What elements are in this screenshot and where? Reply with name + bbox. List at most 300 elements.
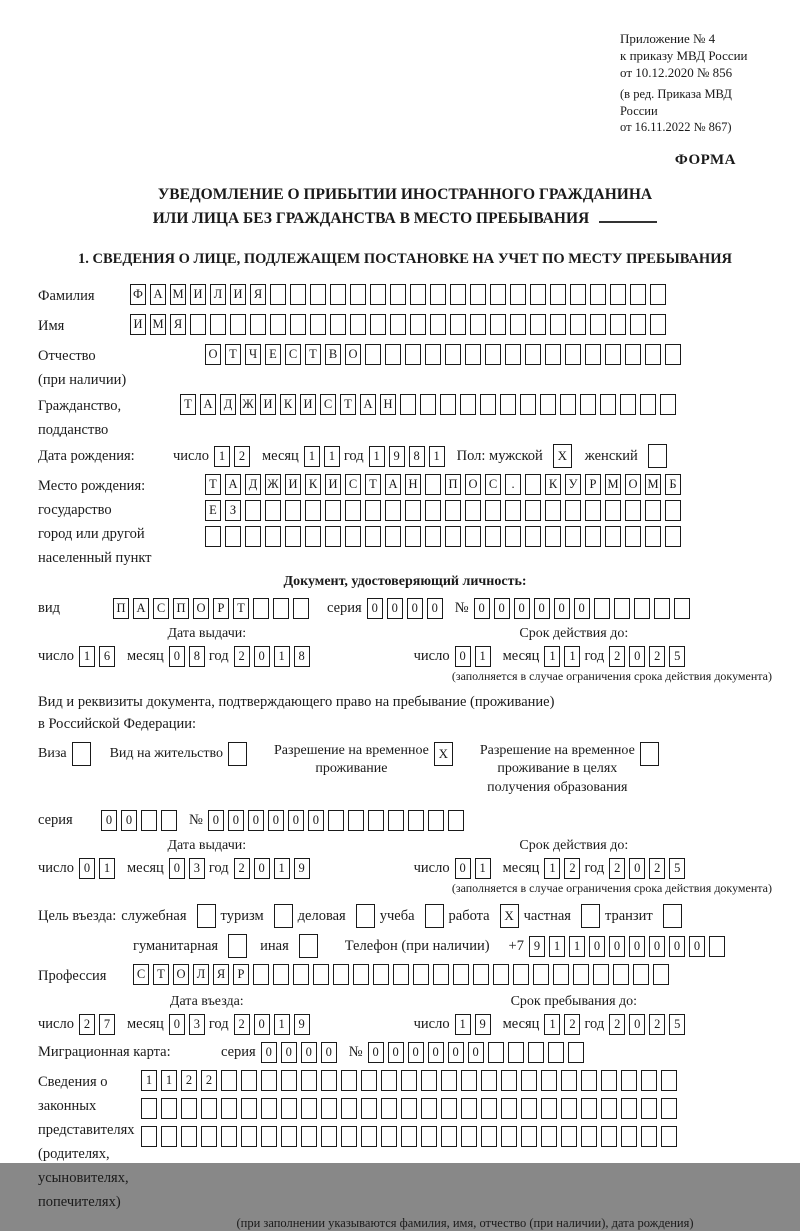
char-cell[interactable]: [161, 810, 177, 831]
char-cell[interactable]: [525, 474, 541, 495]
char-cell[interactable]: 0: [609, 936, 625, 957]
char-cell[interactable]: [525, 500, 541, 521]
char-cell[interactable]: [548, 1042, 564, 1063]
char-cell[interactable]: 0: [121, 810, 137, 831]
char-cell[interactable]: [461, 1098, 477, 1119]
char-cell[interactable]: [361, 1070, 377, 1091]
char-cell[interactable]: [350, 314, 366, 335]
char-cell[interactable]: К: [545, 474, 561, 495]
identity-issue-year[interactable]: [234, 646, 314, 667]
char-cell[interactable]: [565, 500, 581, 521]
char-cell[interactable]: [290, 314, 306, 335]
char-cell[interactable]: [270, 284, 286, 305]
char-cell[interactable]: [585, 526, 601, 547]
char-cell[interactable]: 1: [544, 858, 560, 879]
arrival-year[interactable]: [234, 1014, 314, 1035]
char-cell[interactable]: 0: [554, 598, 570, 619]
char-cell[interactable]: [640, 394, 656, 415]
char-cell[interactable]: А: [200, 394, 216, 415]
char-cell[interactable]: [365, 500, 381, 521]
char-cell[interactable]: [654, 598, 670, 619]
char-cell[interactable]: [421, 1126, 437, 1147]
char-cell[interactable]: [553, 964, 569, 985]
purpose-other-checkbox[interactable]: [299, 934, 318, 958]
char-cell[interactable]: [521, 1070, 537, 1091]
char-cell[interactable]: О: [625, 474, 641, 495]
char-cell[interactable]: [665, 526, 681, 547]
char-cell[interactable]: 0: [281, 1042, 297, 1063]
char-cell[interactable]: [625, 344, 641, 365]
char-cell[interactable]: 0: [514, 598, 530, 619]
char-cell[interactable]: [341, 1126, 357, 1147]
birth-month-cells[interactable]: [304, 446, 344, 467]
char-cell[interactable]: [225, 526, 241, 547]
char-cell[interactable]: [541, 1126, 557, 1147]
char-cell[interactable]: [461, 1070, 477, 1091]
char-cell[interactable]: [601, 1126, 617, 1147]
char-cell[interactable]: 0: [629, 1014, 645, 1035]
char-cell[interactable]: [405, 344, 421, 365]
char-cell[interactable]: 9: [529, 936, 545, 957]
char-cell[interactable]: И: [190, 284, 206, 305]
char-cell[interactable]: [485, 344, 501, 365]
char-cell[interactable]: 7: [99, 1014, 115, 1035]
char-cell[interactable]: [325, 526, 341, 547]
char-cell[interactable]: [530, 284, 546, 305]
doc-type-cells[interactable]: [113, 598, 313, 619]
char-cell[interactable]: [605, 526, 621, 547]
char-cell[interactable]: [460, 394, 476, 415]
char-cell[interactable]: [325, 500, 341, 521]
char-cell[interactable]: Ф: [130, 284, 146, 305]
residence-issue-year[interactable]: [234, 858, 314, 879]
char-cell[interactable]: 0: [101, 810, 117, 831]
char-cell[interactable]: [653, 964, 669, 985]
char-cell[interactable]: [674, 598, 690, 619]
identity-expiry-year[interactable]: [609, 646, 689, 667]
char-cell[interactable]: [421, 1098, 437, 1119]
char-cell[interactable]: 9: [294, 1014, 310, 1035]
char-cell[interactable]: 0: [689, 936, 705, 957]
char-cell[interactable]: 0: [448, 1042, 464, 1063]
char-cell[interactable]: [273, 598, 289, 619]
char-cell[interactable]: [305, 526, 321, 547]
identity-expiry-month[interactable]: [544, 646, 584, 667]
char-cell[interactable]: Е: [205, 500, 221, 521]
char-cell[interactable]: [470, 314, 486, 335]
char-cell[interactable]: С: [485, 474, 501, 495]
male-checkbox[interactable]: X: [553, 444, 572, 468]
char-cell[interactable]: [421, 1070, 437, 1091]
char-cell[interactable]: [348, 810, 364, 831]
char-cell[interactable]: И: [130, 314, 146, 335]
char-cell[interactable]: [141, 1126, 157, 1147]
stay-until-month[interactable]: [544, 1014, 584, 1035]
char-cell[interactable]: [650, 284, 666, 305]
char-cell[interactable]: 1: [214, 446, 230, 467]
char-cell[interactable]: [605, 500, 621, 521]
temp-residence-education-checkbox[interactable]: [640, 742, 659, 766]
char-cell[interactable]: 1: [324, 446, 340, 467]
char-cell[interactable]: А: [133, 598, 149, 619]
char-cell[interactable]: [570, 284, 586, 305]
char-cell[interactable]: Ч: [245, 344, 261, 365]
char-cell[interactable]: 5: [669, 858, 685, 879]
char-cell[interactable]: [593, 964, 609, 985]
char-cell[interactable]: 1: [274, 646, 290, 667]
birth-place-cells-row3[interactable]: [205, 526, 685, 547]
char-cell[interactable]: [328, 810, 344, 831]
char-cell[interactable]: [221, 1070, 237, 1091]
char-cell[interactable]: [500, 394, 516, 415]
char-cell[interactable]: [261, 1126, 277, 1147]
char-cell[interactable]: [561, 1126, 577, 1147]
char-cell[interactable]: [570, 314, 586, 335]
char-cell[interactable]: [241, 1070, 257, 1091]
char-cell[interactable]: [293, 964, 309, 985]
char-cell[interactable]: [370, 284, 386, 305]
char-cell[interactable]: [205, 526, 221, 547]
char-cell[interactable]: К: [280, 394, 296, 415]
char-cell[interactable]: [161, 1098, 177, 1119]
char-cell[interactable]: [321, 1070, 337, 1091]
doc-series-cells[interactable]: [367, 598, 447, 619]
char-cell[interactable]: [365, 344, 381, 365]
char-cell[interactable]: 1: [161, 1070, 177, 1091]
stay-until-day[interactable]: [455, 1014, 495, 1035]
char-cell[interactable]: [568, 1042, 584, 1063]
char-cell[interactable]: 2: [234, 646, 250, 667]
migration-series-cells[interactable]: [261, 1042, 341, 1063]
name-cells[interactable]: [130, 314, 670, 335]
char-cell[interactable]: 0: [474, 598, 490, 619]
residence-number-cells[interactable]: [208, 810, 468, 831]
char-cell[interactable]: М: [605, 474, 621, 495]
char-cell[interactable]: [425, 474, 441, 495]
char-cell[interactable]: [613, 964, 629, 985]
char-cell[interactable]: [481, 1070, 497, 1091]
char-cell[interactable]: 0: [208, 810, 224, 831]
birth-day-cells[interactable]: [214, 446, 254, 467]
char-cell[interactable]: Л: [210, 284, 226, 305]
char-cell[interactable]: [621, 1070, 637, 1091]
char-cell[interactable]: [601, 1070, 617, 1091]
residence-issue-day[interactable]: [79, 858, 119, 879]
purpose-official-checkbox[interactable]: [197, 904, 216, 928]
char-cell[interactable]: [385, 526, 401, 547]
char-cell[interactable]: [265, 500, 281, 521]
char-cell[interactable]: [665, 344, 681, 365]
arrival-day[interactable]: [79, 1014, 119, 1035]
char-cell[interactable]: [410, 314, 426, 335]
char-cell[interactable]: [601, 1098, 617, 1119]
char-cell[interactable]: 2: [609, 858, 625, 879]
char-cell[interactable]: 1: [564, 646, 580, 667]
char-cell[interactable]: [485, 500, 501, 521]
char-cell[interactable]: [410, 284, 426, 305]
char-cell[interactable]: [441, 1126, 457, 1147]
char-cell[interactable]: 0: [79, 858, 95, 879]
char-cell[interactable]: [565, 526, 581, 547]
char-cell[interactable]: М: [170, 284, 186, 305]
char-cell[interactable]: [490, 284, 506, 305]
char-cell[interactable]: [408, 810, 424, 831]
temp-residence-checkbox[interactable]: X: [434, 742, 453, 766]
char-cell[interactable]: 0: [455, 858, 471, 879]
char-cell[interactable]: [614, 598, 630, 619]
char-cell[interactable]: [141, 810, 157, 831]
purpose-business-checkbox[interactable]: [356, 904, 375, 928]
char-cell[interactable]: 2: [609, 1014, 625, 1035]
char-cell[interactable]: [373, 964, 389, 985]
char-cell[interactable]: 0: [427, 598, 443, 619]
char-cell[interactable]: [450, 284, 466, 305]
char-cell[interactable]: [390, 314, 406, 335]
char-cell[interactable]: [545, 500, 561, 521]
migration-number-cells[interactable]: [368, 1042, 588, 1063]
char-cell[interactable]: [580, 394, 596, 415]
char-cell[interactable]: [581, 1098, 597, 1119]
char-cell[interactable]: 2: [564, 1014, 580, 1035]
char-cell[interactable]: [610, 284, 626, 305]
char-cell[interactable]: [510, 284, 526, 305]
char-cell[interactable]: [528, 1042, 544, 1063]
char-cell[interactable]: Я: [170, 314, 186, 335]
char-cell[interactable]: [400, 394, 416, 415]
char-cell[interactable]: [368, 810, 384, 831]
char-cell[interactable]: 0: [428, 1042, 444, 1063]
char-cell[interactable]: [645, 344, 661, 365]
purpose-work-checkbox[interactable]: X: [500, 904, 519, 928]
char-cell[interactable]: [161, 1126, 177, 1147]
char-cell[interactable]: 1: [141, 1070, 157, 1091]
char-cell[interactable]: [341, 1098, 357, 1119]
char-cell[interactable]: И: [260, 394, 276, 415]
char-cell[interactable]: [550, 284, 566, 305]
char-cell[interactable]: А: [150, 284, 166, 305]
char-cell[interactable]: [641, 1070, 657, 1091]
char-cell[interactable]: Ж: [240, 394, 256, 415]
identity-issue-month[interactable]: [169, 646, 209, 667]
char-cell[interactable]: Я: [250, 284, 266, 305]
char-cell[interactable]: 2: [201, 1070, 217, 1091]
char-cell[interactable]: [445, 344, 461, 365]
char-cell[interactable]: Р: [213, 598, 229, 619]
char-cell[interactable]: [630, 314, 646, 335]
char-cell[interactable]: С: [153, 598, 169, 619]
char-cell[interactable]: [245, 526, 261, 547]
char-cell[interactable]: 1: [569, 936, 585, 957]
char-cell[interactable]: [661, 1070, 677, 1091]
char-cell[interactable]: [541, 1070, 557, 1091]
char-cell[interactable]: 0: [288, 810, 304, 831]
char-cell[interactable]: [345, 526, 361, 547]
char-cell[interactable]: 0: [367, 598, 383, 619]
stay-until-year[interactable]: [609, 1014, 689, 1035]
char-cell[interactable]: [545, 526, 561, 547]
char-cell[interactable]: 0: [589, 936, 605, 957]
char-cell[interactable]: 1: [429, 446, 445, 467]
char-cell[interactable]: [585, 500, 601, 521]
char-cell[interactable]: [401, 1126, 417, 1147]
purpose-transit-checkbox[interactable]: [663, 904, 682, 928]
char-cell[interactable]: 0: [308, 810, 324, 831]
char-cell[interactable]: [281, 1098, 297, 1119]
char-cell[interactable]: 2: [609, 646, 625, 667]
char-cell[interactable]: Т: [180, 394, 196, 415]
char-cell[interactable]: [401, 1070, 417, 1091]
char-cell[interactable]: [501, 1070, 517, 1091]
char-cell[interactable]: [481, 1126, 497, 1147]
char-cell[interactable]: [241, 1126, 257, 1147]
char-cell[interactable]: [330, 284, 346, 305]
char-cell[interactable]: [245, 500, 261, 521]
char-cell[interactable]: Д: [220, 394, 236, 415]
char-cell[interactable]: [490, 314, 506, 335]
char-cell[interactable]: 1: [274, 1014, 290, 1035]
char-cell[interactable]: А: [385, 474, 401, 495]
char-cell[interactable]: [321, 1126, 337, 1147]
char-cell[interactable]: С: [345, 474, 361, 495]
residence-permit-checkbox[interactable]: [228, 742, 247, 766]
char-cell[interactable]: 1: [475, 858, 491, 879]
char-cell[interactable]: [281, 1070, 297, 1091]
char-cell[interactable]: [585, 344, 601, 365]
char-cell[interactable]: [301, 1070, 317, 1091]
char-cell[interactable]: [621, 1126, 637, 1147]
char-cell[interactable]: [190, 314, 206, 335]
char-cell[interactable]: [265, 526, 281, 547]
char-cell[interactable]: С: [133, 964, 149, 985]
char-cell[interactable]: [261, 1070, 277, 1091]
char-cell[interactable]: Т: [340, 394, 356, 415]
char-cell[interactable]: П: [445, 474, 461, 495]
char-cell[interactable]: [290, 284, 306, 305]
char-cell[interactable]: [330, 314, 346, 335]
char-cell[interactable]: 0: [629, 936, 645, 957]
char-cell[interactable]: [561, 1098, 577, 1119]
char-cell[interactable]: [581, 1126, 597, 1147]
char-cell[interactable]: А: [360, 394, 376, 415]
char-cell[interactable]: 2: [234, 1014, 250, 1035]
char-cell[interactable]: [645, 500, 661, 521]
patronymic-cells[interactable]: [205, 344, 685, 365]
char-cell[interactable]: 1: [455, 1014, 471, 1035]
char-cell[interactable]: 1: [549, 936, 565, 957]
char-cell[interactable]: 9: [475, 1014, 491, 1035]
residence-series-cells[interactable]: [101, 810, 181, 831]
char-cell[interactable]: [285, 500, 301, 521]
char-cell[interactable]: [405, 500, 421, 521]
char-cell[interactable]: [441, 1070, 457, 1091]
doc-number-cells[interactable]: [474, 598, 694, 619]
char-cell[interactable]: 0: [261, 1042, 277, 1063]
char-cell[interactable]: [634, 598, 650, 619]
char-cell[interactable]: О: [465, 474, 481, 495]
char-cell[interactable]: [230, 314, 246, 335]
char-cell[interactable]: [650, 314, 666, 335]
char-cell[interactable]: [641, 1098, 657, 1119]
purpose-humanitarian-checkbox[interactable]: [228, 934, 247, 958]
char-cell[interactable]: [465, 344, 481, 365]
char-cell[interactable]: [493, 964, 509, 985]
char-cell[interactable]: [473, 964, 489, 985]
char-cell[interactable]: О: [173, 964, 189, 985]
char-cell[interactable]: 1: [304, 446, 320, 467]
char-cell[interactable]: [488, 1042, 504, 1063]
char-cell[interactable]: [590, 284, 606, 305]
char-cell[interactable]: З: [225, 500, 241, 521]
char-cell[interactable]: Н: [380, 394, 396, 415]
char-cell[interactable]: [521, 1126, 537, 1147]
char-cell[interactable]: В: [325, 344, 341, 365]
char-cell[interactable]: [641, 1126, 657, 1147]
char-cell[interactable]: [600, 394, 616, 415]
char-cell[interactable]: [353, 964, 369, 985]
char-cell[interactable]: 1: [79, 646, 95, 667]
phone-cells[interactable]: [529, 936, 729, 957]
identity-issue-day[interactable]: [79, 646, 119, 667]
char-cell[interactable]: [361, 1098, 377, 1119]
char-cell[interactable]: А: [225, 474, 241, 495]
char-cell[interactable]: [425, 500, 441, 521]
char-cell[interactable]: [445, 526, 461, 547]
char-cell[interactable]: [425, 526, 441, 547]
char-cell[interactable]: 0: [321, 1042, 337, 1063]
char-cell[interactable]: [381, 1098, 397, 1119]
char-cell[interactable]: [440, 394, 456, 415]
char-cell[interactable]: Я: [213, 964, 229, 985]
char-cell[interactable]: [481, 1098, 497, 1119]
char-cell[interactable]: 0: [301, 1042, 317, 1063]
char-cell[interactable]: [510, 314, 526, 335]
purpose-tourism-checkbox[interactable]: [274, 904, 293, 928]
char-cell[interactable]: [250, 314, 266, 335]
char-cell[interactable]: [625, 500, 641, 521]
char-cell[interactable]: [201, 1126, 217, 1147]
char-cell[interactable]: [540, 394, 556, 415]
char-cell[interactable]: [450, 314, 466, 335]
char-cell[interactable]: [448, 810, 464, 831]
char-cell[interactable]: [305, 500, 321, 521]
char-cell[interactable]: [453, 964, 469, 985]
char-cell[interactable]: [420, 394, 436, 415]
char-cell[interactable]: 8: [189, 646, 205, 667]
char-cell[interactable]: [310, 314, 326, 335]
char-cell[interactable]: [594, 598, 610, 619]
char-cell[interactable]: [645, 526, 661, 547]
char-cell[interactable]: М: [150, 314, 166, 335]
char-cell[interactable]: 0: [494, 598, 510, 619]
char-cell[interactable]: [505, 500, 521, 521]
char-cell[interactable]: [505, 344, 521, 365]
char-cell[interactable]: [461, 1126, 477, 1147]
char-cell[interactable]: [605, 344, 621, 365]
char-cell[interactable]: У: [565, 474, 581, 495]
char-cell[interactable]: [333, 964, 349, 985]
char-cell[interactable]: [508, 1042, 524, 1063]
char-cell[interactable]: Ж: [265, 474, 281, 495]
char-cell[interactable]: [341, 1070, 357, 1091]
char-cell[interactable]: .: [505, 474, 521, 495]
char-cell[interactable]: [590, 314, 606, 335]
char-cell[interactable]: 0: [169, 646, 185, 667]
char-cell[interactable]: [181, 1098, 197, 1119]
char-cell[interactable]: [501, 1098, 517, 1119]
char-cell[interactable]: 2: [234, 858, 250, 879]
char-cell[interactable]: [385, 500, 401, 521]
char-cell[interactable]: 3: [189, 858, 205, 879]
